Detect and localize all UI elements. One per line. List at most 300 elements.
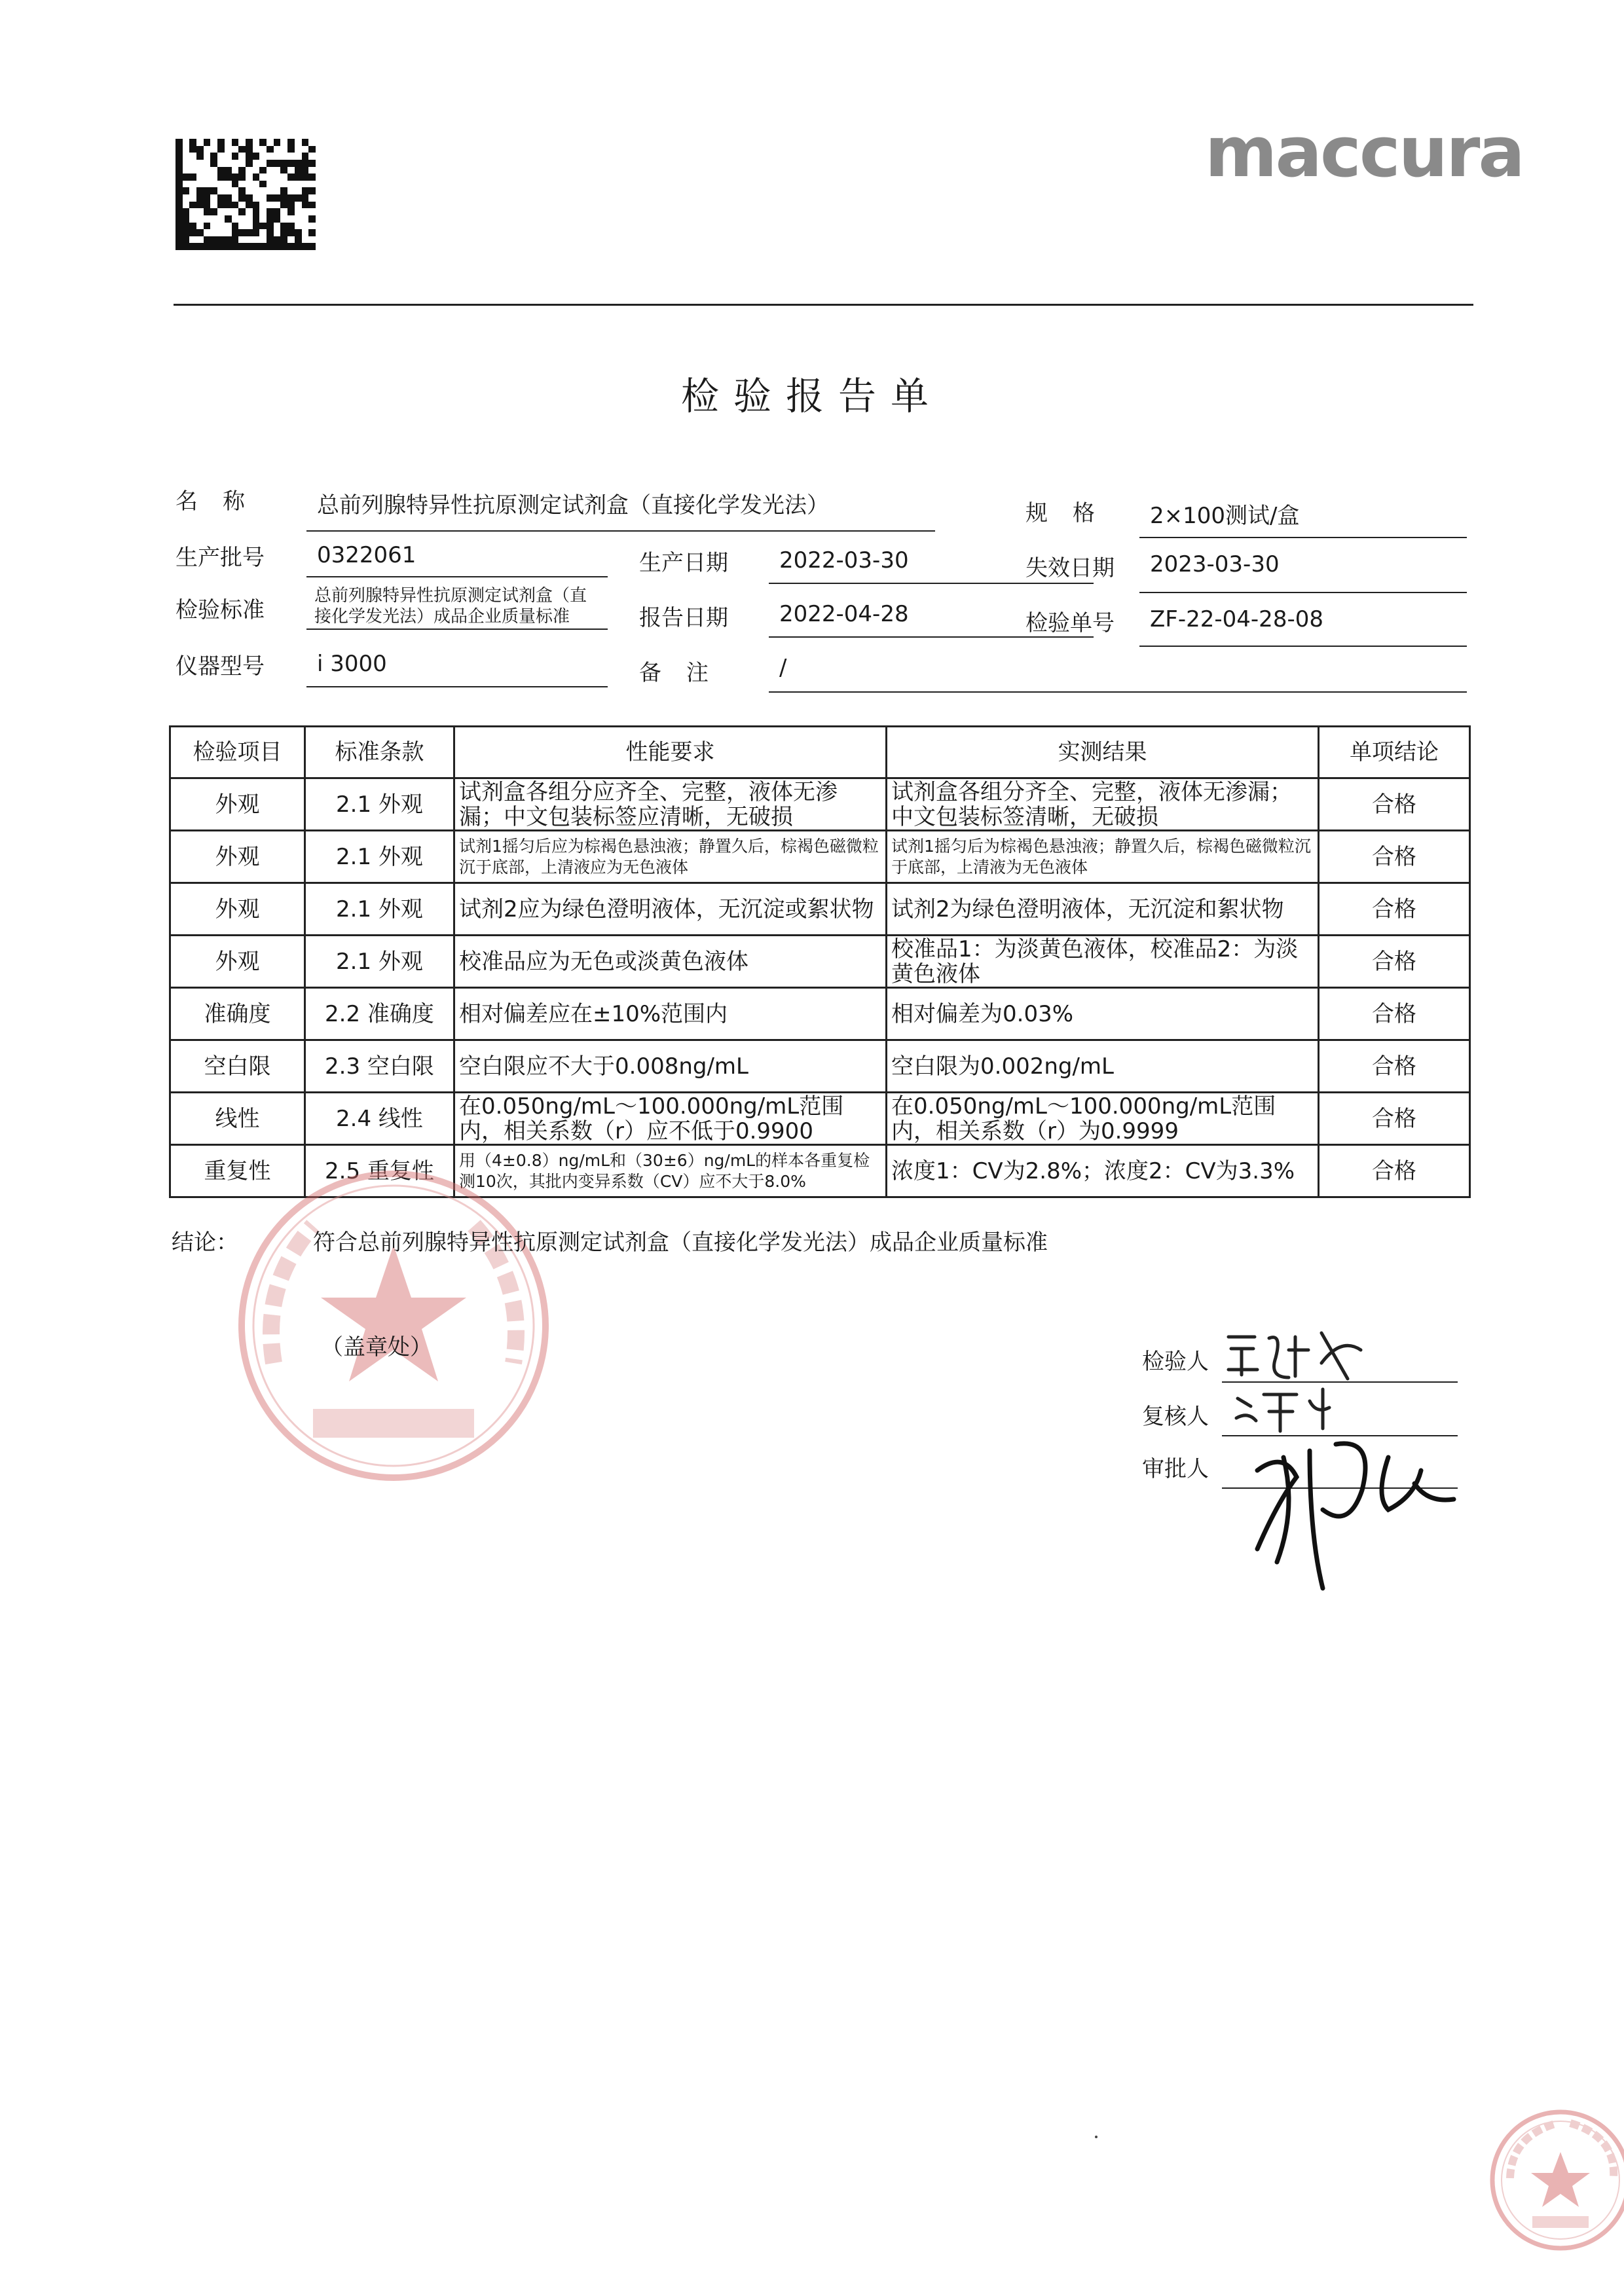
qr-module [280, 146, 287, 153]
qr-module [308, 215, 316, 223]
prod-date-value: 2022-03-30 [779, 547, 909, 574]
qr-module [238, 202, 246, 209]
cell-clause: 2.1 外观 [305, 778, 454, 831]
qr-module [267, 181, 274, 188]
qr-module [232, 139, 239, 146]
qr-module [238, 208, 246, 215]
qr-module [183, 153, 190, 160]
qr-module [253, 181, 260, 188]
qr-module [280, 153, 287, 160]
qr-module [246, 187, 253, 194]
qr-module [175, 160, 183, 167]
qr-module [189, 202, 196, 209]
qr-module [246, 243, 253, 250]
qr-module [175, 215, 183, 223]
qr-module [217, 194, 225, 202]
qr-module [267, 139, 274, 146]
stamp-placeholder-note: （盖章处） [321, 1334, 432, 1360]
qr-module [267, 223, 274, 230]
qr-module [210, 202, 217, 209]
qr-module [217, 208, 225, 215]
qr-module [232, 223, 239, 230]
data-matrix-code-icon [175, 139, 316, 250]
remark-value: / [779, 655, 787, 681]
header-divider [174, 304, 1473, 306]
cell-conclusion: 合格 [1319, 1145, 1470, 1197]
qr-module [175, 243, 183, 250]
qr-module [204, 202, 211, 209]
qr-module [217, 173, 225, 181]
qr-module [175, 229, 183, 236]
qr-module [183, 202, 190, 209]
qr-module [189, 229, 196, 236]
qr-module [274, 139, 281, 146]
cell-result: 浓度1：CV为2.8%；浓度2：CV为3.3% [887, 1145, 1319, 1197]
header-conclusion: 单项结论 [1319, 727, 1470, 778]
qr-module [210, 160, 217, 167]
cell-conclusion: 合格 [1319, 831, 1470, 883]
qr-module [259, 202, 267, 209]
qr-module [274, 153, 281, 160]
report-date-label: 报告日期 [639, 605, 728, 631]
cell-result: 校准品1：为淡黄色液体，校准品2：为淡黄色液体 [887, 936, 1319, 988]
qr-module [204, 215, 211, 223]
qr-module [238, 139, 246, 146]
qr-module [295, 181, 302, 188]
cell-requirement: 相对偏差应在±10%范围内 [454, 988, 887, 1040]
qr-module [280, 194, 287, 202]
qr-module [246, 236, 253, 244]
qr-module [246, 223, 253, 230]
qr-module [225, 208, 232, 215]
qr-module [225, 181, 232, 188]
qr-module [238, 223, 246, 230]
qr-module [274, 208, 281, 215]
qr-module [302, 243, 309, 250]
qr-module [175, 187, 183, 194]
cell-item: 线性 [170, 1093, 305, 1145]
qr-module [280, 223, 287, 230]
conclusion-label: 结论： [172, 1230, 238, 1256]
qr-module [267, 146, 274, 153]
qr-module [217, 229, 225, 236]
qr-module [232, 202, 239, 209]
qr-module [280, 167, 287, 174]
qr-module [189, 146, 196, 153]
cell-requirement: 试剂1摇匀后应为棕褐色悬浊液；静置久后，棕褐色磁微粒沉于底部，上清液应为无色液体 [454, 831, 887, 883]
qr-module [246, 167, 253, 174]
qr-module [189, 208, 196, 215]
qr-module [253, 236, 260, 244]
qr-module [196, 243, 204, 250]
cell-conclusion: 合格 [1319, 936, 1470, 988]
cell-conclusion: 合格 [1319, 1040, 1470, 1093]
qr-module [259, 153, 267, 160]
corner-seal [1485, 2105, 1624, 2255]
cell-result: 相对偏差为0.03% [887, 988, 1319, 1040]
qr-module [308, 194, 316, 202]
qr-module [253, 215, 260, 223]
approver-signature [1238, 1431, 1460, 1601]
qr-module [280, 243, 287, 250]
cell-requirement: 空白限应不大于0.008ng/mL [454, 1040, 887, 1093]
qr-module [246, 160, 253, 167]
qr-module [210, 194, 217, 202]
qr-module [232, 181, 239, 188]
qr-module [287, 229, 295, 236]
qr-module [280, 160, 287, 167]
qr-module [253, 194, 260, 202]
qr-module [280, 173, 287, 181]
cell-result: 试剂2为绿色澄明液体，无沉淀和絮状物 [887, 883, 1319, 936]
qr-module [210, 173, 217, 181]
qr-module [295, 160, 302, 167]
qr-module [210, 229, 217, 236]
qr-module [280, 139, 287, 146]
qr-module [217, 236, 225, 244]
cell-requirement: 试剂2应为绿色澄明液体，无沉淀或絮状物 [454, 883, 887, 936]
cell-requirement: 用（4±0.8）ng/mL和（30±6）ng/mL的样本各重复检测10次，其批内变异系数（CV）应不大于8.0% [454, 1145, 887, 1197]
batch-value: 0322061 [317, 542, 416, 568]
qr-module [295, 243, 302, 250]
qr-module [232, 173, 239, 181]
qr-module [183, 139, 190, 146]
qr-module [238, 173, 246, 181]
qr-module [308, 236, 316, 244]
qr-module [238, 181, 246, 188]
qr-module [210, 153, 217, 160]
qr-module [232, 194, 239, 202]
qr-module [267, 160, 274, 167]
qr-module [295, 223, 302, 230]
qr-module [253, 146, 260, 153]
qr-module [183, 167, 190, 174]
qr-module [295, 187, 302, 194]
qr-module [246, 173, 253, 181]
qr-module [259, 243, 267, 250]
qr-module [274, 243, 281, 250]
cell-conclusion: 合格 [1319, 988, 1470, 1040]
qr-module [259, 187, 267, 194]
qr-module [175, 208, 183, 215]
table-row [170, 1093, 1470, 1145]
qr-module [196, 236, 204, 244]
qr-module [267, 202, 274, 209]
qr-module [204, 160, 211, 167]
cell-clause: 2.4 线性 [305, 1093, 454, 1145]
qr-module [232, 229, 239, 236]
qr-module [253, 173, 260, 181]
cell-item: 外观 [170, 778, 305, 831]
cell-conclusion: 合格 [1319, 883, 1470, 936]
qr-module [274, 167, 281, 174]
qr-module [308, 187, 316, 194]
qr-module [232, 167, 239, 174]
qr-module [280, 202, 287, 209]
inspection-table [169, 725, 1471, 1198]
qr-module [308, 167, 316, 174]
qr-module [267, 167, 274, 174]
qr-module [189, 173, 196, 181]
qr-module [225, 236, 232, 244]
qr-module [259, 223, 267, 230]
qr-module [217, 243, 225, 250]
qr-module [302, 202, 309, 209]
qr-module [196, 160, 204, 167]
qr-module [183, 173, 190, 181]
qr-module [302, 160, 309, 167]
qr-module [210, 215, 217, 223]
qr-module [287, 223, 295, 230]
qr-module [295, 202, 302, 209]
qr-module [287, 139, 295, 146]
qr-module [204, 229, 211, 236]
qr-module [302, 229, 309, 236]
qr-module [287, 146, 295, 153]
qr-module [295, 173, 302, 181]
qr-module [274, 223, 281, 230]
batch-underline [306, 576, 608, 577]
qr-module [183, 229, 190, 236]
qr-module [175, 173, 183, 181]
qr-module [204, 243, 211, 250]
cell-clause: 2.1 外观 [305, 831, 454, 883]
cell-clause: 2.2 准确度 [305, 988, 454, 1040]
qr-module [259, 181, 267, 188]
qr-module [183, 223, 190, 230]
table-header-row [170, 727, 1470, 778]
remark-underline [769, 691, 1467, 693]
name-value: 总前列腺特异性抗原测定试剂盒（直接化学发光法） [317, 492, 829, 519]
reviewer-label: 复核人 [1142, 1404, 1209, 1430]
qr-module [238, 160, 246, 167]
report-title: 检验报告单 [680, 374, 943, 418]
qr-module [204, 208, 211, 215]
qr-module [238, 194, 246, 202]
qr-module [225, 229, 232, 236]
qr-module [175, 167, 183, 174]
qr-module [246, 146, 253, 153]
qr-module [295, 194, 302, 202]
qr-module [287, 194, 295, 202]
qr-module [196, 223, 204, 230]
qr-module [253, 167, 260, 174]
qr-module [274, 194, 281, 202]
qr-module [302, 181, 309, 188]
qr-module [217, 160, 225, 167]
qr-module [280, 229, 287, 236]
qr-module [210, 139, 217, 146]
qr-module [189, 153, 196, 160]
cell-item: 外观 [170, 831, 305, 883]
qr-module [302, 139, 309, 146]
standard-value: 总前列腺特异性抗原测定试剂盒（直接化学发光法）成品企业质量标准 [314, 586, 587, 627]
qr-module [295, 215, 302, 223]
qr-module [253, 223, 260, 230]
qr-module [175, 153, 183, 160]
qr-module [302, 187, 309, 194]
qr-module [225, 167, 232, 174]
qr-module [210, 208, 217, 215]
conclusion-text: 符合总前列腺特异性抗原测定试剂盒（直接化学发光法）成品企业质量标准 [313, 1230, 1048, 1256]
qr-module [183, 236, 190, 244]
qr-module [302, 236, 309, 244]
table-row [170, 883, 1470, 936]
qr-module [232, 153, 239, 160]
cell-conclusion: 合格 [1319, 1093, 1470, 1145]
qr-module [210, 146, 217, 153]
header-clause: 标准条款 [305, 727, 454, 778]
name-underline [306, 530, 935, 532]
qr-module [308, 181, 316, 188]
cell-requirement: 校准品应为无色或淡黄色液体 [454, 936, 887, 988]
batch-label: 生产批号 [175, 545, 265, 571]
qr-module [183, 208, 190, 215]
qr-module [238, 153, 246, 160]
qr-module [217, 146, 225, 153]
header-result: 实测结果 [887, 727, 1319, 778]
qr-module [210, 187, 217, 194]
qr-module [280, 215, 287, 223]
qr-module [196, 202, 204, 209]
qr-module [253, 153, 260, 160]
qr-module [253, 208, 260, 215]
qr-module [175, 236, 183, 244]
inspector-signature [1223, 1324, 1367, 1383]
report-no-label: 检验单号 [1025, 610, 1115, 636]
qr-module [246, 208, 253, 215]
qr-module [280, 208, 287, 215]
qr-module [196, 181, 204, 188]
qr-module [302, 223, 309, 230]
qr-module [308, 153, 316, 160]
cell-item: 外观 [170, 936, 305, 988]
cell-item: 准确度 [170, 988, 305, 1040]
qr-module [204, 181, 211, 188]
spec-underline [1139, 537, 1467, 538]
prod-date-underline [769, 583, 1094, 584]
qr-module [246, 229, 253, 236]
qr-module [217, 223, 225, 230]
cell-result: 在0.050ng/mL～100.000ng/mL范围内，相关系数（r）为0.9999 [887, 1093, 1319, 1145]
qr-module [287, 160, 295, 167]
cell-item: 重复性 [170, 1145, 305, 1197]
qr-module [267, 187, 274, 194]
qr-module [253, 139, 260, 146]
qr-module [308, 139, 316, 146]
qr-module [189, 181, 196, 188]
qr-module [183, 160, 190, 167]
qr-module [204, 146, 211, 153]
qr-module [210, 243, 217, 250]
qr-module [204, 139, 211, 146]
cell-requirement: 试剂盒各组分应齐全、完整，液体无渗漏；中文包装标签应清晰，无破损 [454, 778, 887, 831]
qr-module [232, 187, 239, 194]
qr-module [287, 202, 295, 209]
qr-module [259, 167, 267, 174]
qr-module [196, 208, 204, 215]
qr-module [204, 236, 211, 244]
qr-module [183, 243, 190, 250]
qr-module [295, 139, 302, 146]
qr-module [274, 146, 281, 153]
table-row [170, 988, 1470, 1040]
qr-module [217, 202, 225, 209]
qr-module [232, 215, 239, 223]
report-no-underline [1139, 646, 1467, 647]
inspector-label: 检验人 [1142, 1349, 1209, 1375]
qr-module [232, 243, 239, 250]
qr-module [253, 243, 260, 250]
header-item: 检验项目 [170, 727, 305, 778]
qr-module [196, 229, 204, 236]
spec-value: 2×100测试/盒 [1150, 503, 1300, 529]
qr-module [287, 153, 295, 160]
qr-module [246, 139, 253, 146]
qr-module [189, 167, 196, 174]
qr-module [246, 215, 253, 223]
qr-module [287, 215, 295, 223]
expiry-value: 2023-03-30 [1150, 551, 1280, 577]
qr-module [175, 139, 183, 146]
qr-module [259, 146, 267, 153]
qr-module [267, 215, 274, 223]
qr-module [189, 187, 196, 194]
qr-module [295, 236, 302, 244]
qr-module [196, 187, 204, 194]
qr-module [246, 202, 253, 209]
qr-module [225, 215, 232, 223]
qr-module [274, 229, 281, 236]
qr-module [238, 236, 246, 244]
qr-module [204, 153, 211, 160]
qr-module [225, 139, 232, 146]
qr-module [308, 223, 316, 230]
qr-module [246, 181, 253, 188]
instrument-underline [306, 686, 608, 687]
qr-module [204, 223, 211, 230]
qr-module [196, 173, 204, 181]
cell-requirement: 在0.050ng/mL～100.000ng/mL范围内，相关系数（r）应不低于0.9900 [454, 1093, 887, 1145]
standard-label: 检验标准 [175, 597, 265, 623]
qr-module [253, 202, 260, 209]
qr-module [302, 215, 309, 223]
qr-module [204, 173, 211, 181]
qr-module [217, 167, 225, 174]
instrument-label: 仪器型号 [175, 653, 265, 680]
qr-module [175, 181, 183, 188]
cell-clause: 2.1 外观 [305, 936, 454, 988]
qr-module [308, 173, 316, 181]
qr-module [267, 173, 274, 181]
cell-result: 空白限为0.002ng/mL [887, 1040, 1319, 1093]
qr-module [210, 223, 217, 230]
qr-module [267, 153, 274, 160]
qr-module [302, 146, 309, 153]
cell-result: 试剂1摇匀后为棕褐色悬浊液；静置久后，棕褐色磁微粒沉于底部，上清液为无色液体 [887, 831, 1319, 883]
qr-module [175, 202, 183, 209]
qr-module [175, 223, 183, 230]
qr-module [253, 160, 260, 167]
qr-module [238, 229, 246, 236]
qr-module [274, 202, 281, 209]
qr-module [196, 146, 204, 153]
cell-conclusion: 合格 [1319, 778, 1470, 831]
qr-module [274, 160, 281, 167]
qr-module [189, 139, 196, 146]
qr-module [225, 160, 232, 167]
qr-module [204, 194, 211, 202]
